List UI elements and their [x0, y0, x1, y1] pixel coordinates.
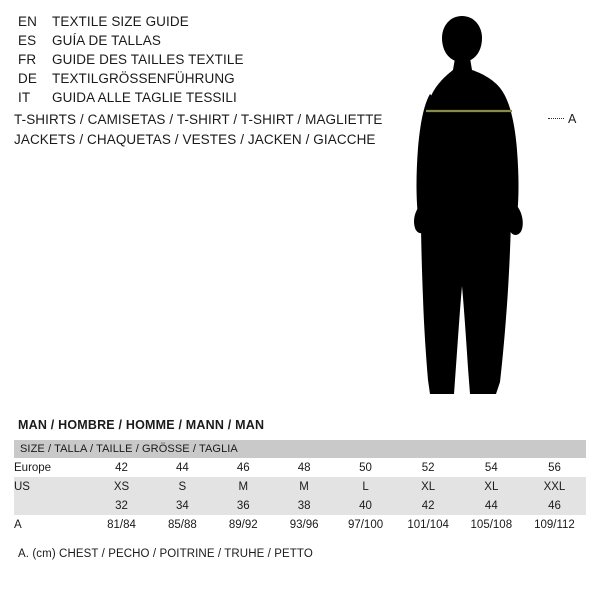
cell: XL — [460, 477, 523, 496]
cell: XS — [91, 477, 152, 496]
cell: S — [152, 477, 213, 496]
cell: 109/112 — [523, 515, 586, 534]
row-label — [14, 496, 91, 515]
cell: 89/92 — [213, 515, 274, 534]
cell: 34 — [152, 496, 213, 515]
table-header-row — [14, 440, 586, 458]
cell: 54 — [460, 458, 523, 477]
cell: XXL — [523, 477, 586, 496]
silhouette-icon — [400, 8, 600, 408]
language-row — [18, 90, 378, 109]
table-row — [14, 515, 586, 534]
cell: 93/96 — [274, 515, 335, 534]
row-label: A — [14, 515, 91, 534]
cell: 101/104 — [397, 515, 460, 534]
table-row — [14, 496, 586, 515]
cell: 97/100 — [335, 515, 397, 534]
language-code: ES — [18, 33, 37, 48]
language-title: TEXTILE SIZE GUIDE — [52, 14, 189, 29]
cell: 105/108 — [460, 515, 523, 534]
cell: 85/88 — [152, 515, 213, 534]
table-section-title: MAN / HOMBRE / HOMME / MANN / MAN — [18, 418, 265, 432]
language-row — [18, 14, 378, 33]
size-table — [14, 440, 586, 534]
cell: 36 — [213, 496, 274, 515]
table-header-label: SIZE / TALLA / TAILLE / GRÖSSE / TAGLIA — [20, 443, 238, 455]
language-code: FR — [18, 52, 37, 67]
category-tshirts: T-SHIRTS / CAMISETAS / T-SHIRT / T-SHIRT / MAGLIETTE — [14, 112, 383, 127]
row-label: US — [14, 477, 91, 496]
cell: XL — [397, 477, 460, 496]
category-jackets: JACKETS / CHAQUETAS / VESTES / JACKEN / GIACCHE — [14, 132, 376, 147]
cell: 42 — [397, 496, 460, 515]
cell: 40 — [335, 496, 397, 515]
language-title: GUÍA DE TALLAS — [52, 33, 161, 48]
language-code: DE — [18, 71, 37, 86]
cell: M — [213, 477, 274, 496]
cell: 48 — [274, 458, 335, 477]
cell: 50 — [335, 458, 397, 477]
row-label: Europe — [14, 458, 91, 477]
measure-label-a: A — [568, 112, 577, 126]
cell: 52 — [397, 458, 460, 477]
language-code: IT — [18, 90, 31, 105]
cell: L — [335, 477, 397, 496]
cell: 44 — [152, 458, 213, 477]
language-code: EN — [18, 14, 37, 29]
garment-category-block — [14, 110, 394, 150]
cell: 56 — [523, 458, 586, 477]
language-row — [18, 33, 378, 52]
cell: M — [274, 477, 335, 496]
cell: 32 — [91, 496, 152, 515]
cell: 81/84 — [91, 515, 152, 534]
male-silhouette-figure — [400, 8, 600, 408]
language-row — [18, 52, 378, 71]
cell: 44 — [460, 496, 523, 515]
table-row — [14, 477, 586, 496]
cell: 42 — [91, 458, 152, 477]
language-title: GUIDE DES TAILLES TEXTILE — [52, 52, 244, 67]
cell: 46 — [523, 496, 586, 515]
language-row — [18, 71, 378, 90]
measure-leader-line — [548, 118, 564, 119]
language-title: GUIDA ALLE TAGLIE TESSILI — [52, 90, 237, 105]
table-row — [14, 458, 586, 477]
cell: 46 — [213, 458, 274, 477]
cell: 38 — [274, 496, 335, 515]
language-title: TEXTILGRÖSSENFÜHRUNG — [52, 71, 235, 86]
language-header-block — [18, 14, 378, 109]
table-footnote: A. (cm) CHEST / PECHO / POITRINE / TRUHE / PETTO — [18, 548, 313, 560]
